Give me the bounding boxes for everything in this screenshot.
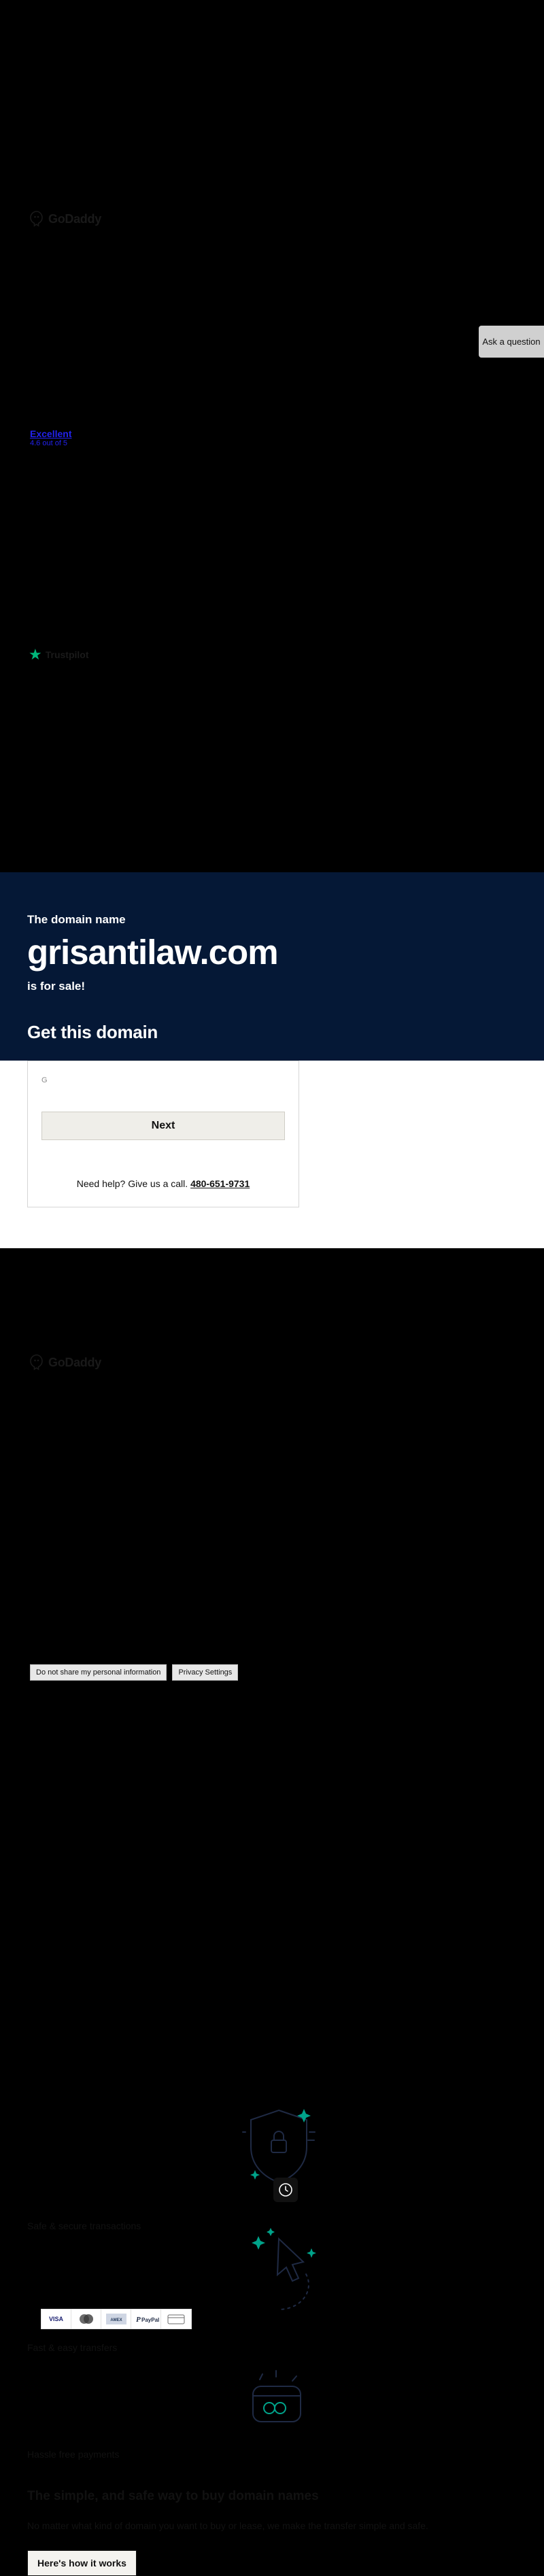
trustpilot-wordmark: Trustpilot [45, 649, 89, 660]
clock-badge-icon [273, 2178, 298, 2202]
wallet-icon [239, 2365, 314, 2439]
cursor-arrow-icon [238, 2224, 326, 2326]
svg-text:AMEX: AMEX [109, 2318, 122, 2322]
feature-item-secure [27, 2220, 163, 2232]
payment-method-card [161, 2309, 191, 2329]
cookie-consent-bar [30, 1664, 238, 1681]
hero-text-block [0, 913, 544, 993]
svg-text:P: P [135, 2316, 141, 2324]
star-icon: ★ [29, 646, 42, 663]
payment-method-visa: VISA [41, 2309, 71, 2329]
payment-methods-strip [41, 2309, 192, 2329]
payment-method-mastercard [71, 2309, 101, 2329]
payment-method-amex [101, 2309, 131, 2329]
help-line [41, 1178, 285, 1189]
trustpilot-rating-label: Excellent [30, 428, 72, 439]
domain-name-heading: grisantilaw.com [27, 933, 278, 972]
privacy-settings-button[interactable]: Privacy Settings [172, 1664, 238, 1681]
godaddy-wordmark: GoDaddy [48, 211, 101, 226]
feature-item-payments [27, 2448, 177, 2460]
do-not-share-button[interactable]: Do not share my personal information [30, 1664, 167, 1681]
trustpilot-logo[interactable] [29, 647, 89, 662]
promo-title: The simple, and safe way to buy domain names [27, 2489, 319, 2503]
feature-label-transfers: Fast & easy transfers [27, 2342, 118, 2353]
feature-label-secure: Safe & secure transactions [27, 2220, 141, 2231]
promo-block [27, 2489, 476, 2576]
purchase-card-header [0, 1022, 544, 1061]
help-phone-link[interactable]: 480-651-9731 [190, 1178, 250, 1189]
buy-box [27, 1061, 299, 1207]
for-sale-label: is for sale! [27, 980, 86, 993]
hero-eyebrow: The domain name [27, 913, 126, 926]
help-prefix-text: Need help? Give us a call. [76, 1178, 188, 1189]
godaddy-logo-top[interactable] [30, 211, 101, 227]
footer-section [0, 1248, 544, 1697]
ask-a-question-tab[interactable] [479, 326, 544, 358]
godaddy-wordmark-footer: GoDaddy [48, 1355, 101, 1369]
feature-item-transfers [27, 2341, 177, 2354]
how-it-works-button[interactable]: Here's how it works [27, 2550, 137, 2576]
trustpilot-rating-sub: 4.6 out of 5 [30, 439, 68, 447]
ask-a-question-label: Ask a question [482, 337, 541, 347]
payment-method-paypal [131, 2309, 161, 2329]
feature-label-payments: Hassle free payments [27, 2449, 120, 2460]
shield-lock-icon [241, 2105, 316, 2186]
godaddy-go-icon-footer [30, 1354, 44, 1371]
trustpilot-rating[interactable] [30, 428, 71, 448]
svg-text:PayPal: PayPal [141, 2317, 159, 2323]
buy-box-logo-icon: G [41, 1076, 48, 1084]
get-this-domain-heading: Get this domain [27, 1022, 158, 1042]
promo-body: No matter what kind of domain you want to buy or lease, we make the transfer simple and safe. [27, 2520, 428, 2531]
godaddy-logo-bottom[interactable] [30, 1354, 101, 1371]
top-hero-section [0, 0, 544, 872]
next-button[interactable]: Next [41, 1112, 285, 1140]
godaddy-go-icon [30, 211, 44, 227]
